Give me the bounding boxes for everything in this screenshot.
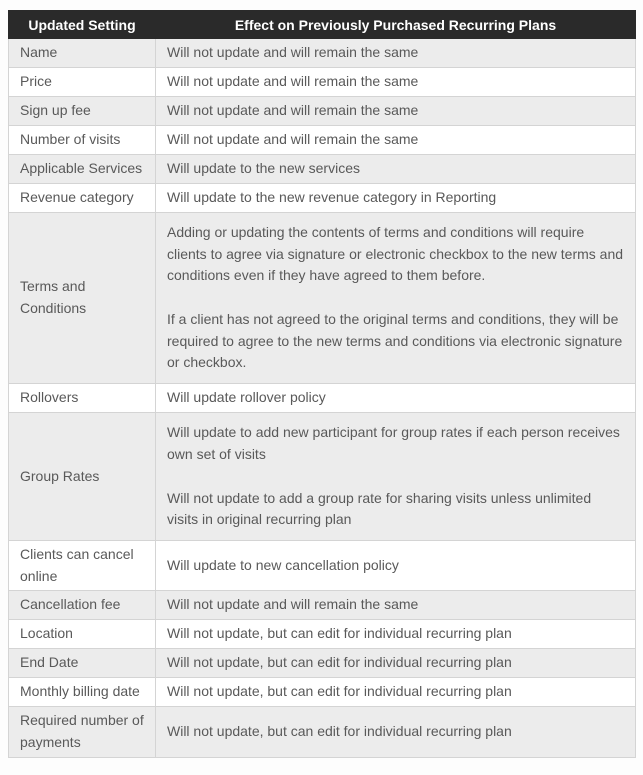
effect-paragraph: Will not update and will remain the same <box>167 131 419 148</box>
effect-paragraph: Will not update, but can edit for individual recurring plan <box>167 625 512 642</box>
effect-paragraph: Will not update, but can edit for individual recurring plan <box>167 683 512 700</box>
effect-cell <box>156 384 636 413</box>
effect-cell <box>156 39 636 68</box>
setting-cell: Name <box>9 39 156 68</box>
effect-cell <box>156 707 636 757</box>
effect-paragraph: Will update to add new participant for group rates if each person receives own set of visits <box>167 424 620 462</box>
table-row <box>9 620 636 649</box>
effect-paragraph: Will not update to add a group rate for sharing visits unless unlimited visits in original recurring plan <box>167 489 592 528</box>
effect-paragraph: Will not update, but can edit for individual recurring plan <box>167 654 512 671</box>
effect-paragraph: Will update to the new revenue category in Reporting <box>167 189 497 206</box>
table-header-row <box>9 11 636 39</box>
effect-paragraph: Will not update and will remain the same <box>167 102 419 119</box>
effect-paragraph: Will update to new cancellation policy <box>167 556 399 573</box>
effect-paragraph: Will not update and will remain the same <box>167 73 419 90</box>
effect-cell <box>156 184 636 213</box>
effect-cell <box>156 68 636 97</box>
setting-cell: Required number of payments <box>9 707 156 757</box>
setting-cell: Cancellation fee <box>9 591 156 620</box>
effect-cell <box>156 620 636 649</box>
effect-paragraph: Will update to the new services <box>167 160 360 177</box>
effect-cell <box>156 97 636 126</box>
setting-cell: Revenue category <box>9 184 156 213</box>
setting-cell: Number of visits <box>9 126 156 155</box>
table-row <box>9 591 636 620</box>
setting-cell: Applicable Services <box>9 155 156 184</box>
table-row <box>9 155 636 184</box>
effect-cell <box>156 591 636 620</box>
effect-cell <box>156 413 636 541</box>
setting-cell: Location <box>9 620 156 649</box>
table-row <box>9 384 636 413</box>
table-row <box>9 97 636 126</box>
table-row <box>9 126 636 155</box>
effect-cell <box>156 126 636 155</box>
effect-paragraph: Will not update and will remain the same <box>167 596 419 613</box>
table-row <box>9 707 636 757</box>
setting-cell: End Date <box>9 649 156 678</box>
table-row <box>9 678 636 707</box>
setting-cell: Price <box>9 68 156 97</box>
table-row <box>9 68 636 97</box>
effect-cell <box>156 678 636 707</box>
setting-cell: Terms and Conditions <box>9 213 156 384</box>
effect-cell <box>156 213 636 384</box>
table-row <box>9 184 636 213</box>
setting-cell: Clients can cancel online <box>9 540 156 590</box>
setting-cell: Rollovers <box>9 384 156 413</box>
column-header-effect: Effect on Previously Purchased Recurring Plans <box>156 11 636 39</box>
table-row <box>9 649 636 678</box>
effect-cell <box>156 155 636 184</box>
setting-cell: Monthly billing date <box>9 678 156 707</box>
effect-paragraph: Will not update, but can edit for individual recurring plan <box>167 723 512 740</box>
effect-paragraph: Will not update and will remain the same <box>167 44 419 61</box>
table-body <box>9 39 636 758</box>
recurring-plans-table <box>8 10 636 758</box>
table-row <box>9 413 636 541</box>
effect-paragraph: Will update rollover policy <box>167 389 326 406</box>
table-row <box>9 39 636 68</box>
table-row <box>9 540 636 590</box>
effect-cell <box>156 649 636 678</box>
setting-cell: Sign up fee <box>9 97 156 126</box>
column-header-updated-setting: Updated Setting <box>9 11 156 39</box>
effect-cell <box>156 540 636 590</box>
table-row <box>9 213 636 384</box>
setting-cell: Group Rates <box>9 413 156 541</box>
effect-paragraph: If a client has not agreed to the original terms and conditions, they will be required to agree to the new terms and conditions via electronic signature or checkbox. <box>167 311 623 371</box>
effect-paragraph: Adding or updating the contents of terms and conditions will require clients to agree via signature or electronic checkbox to the new terms and conditions even if they have agreed to them before. <box>167 224 624 284</box>
